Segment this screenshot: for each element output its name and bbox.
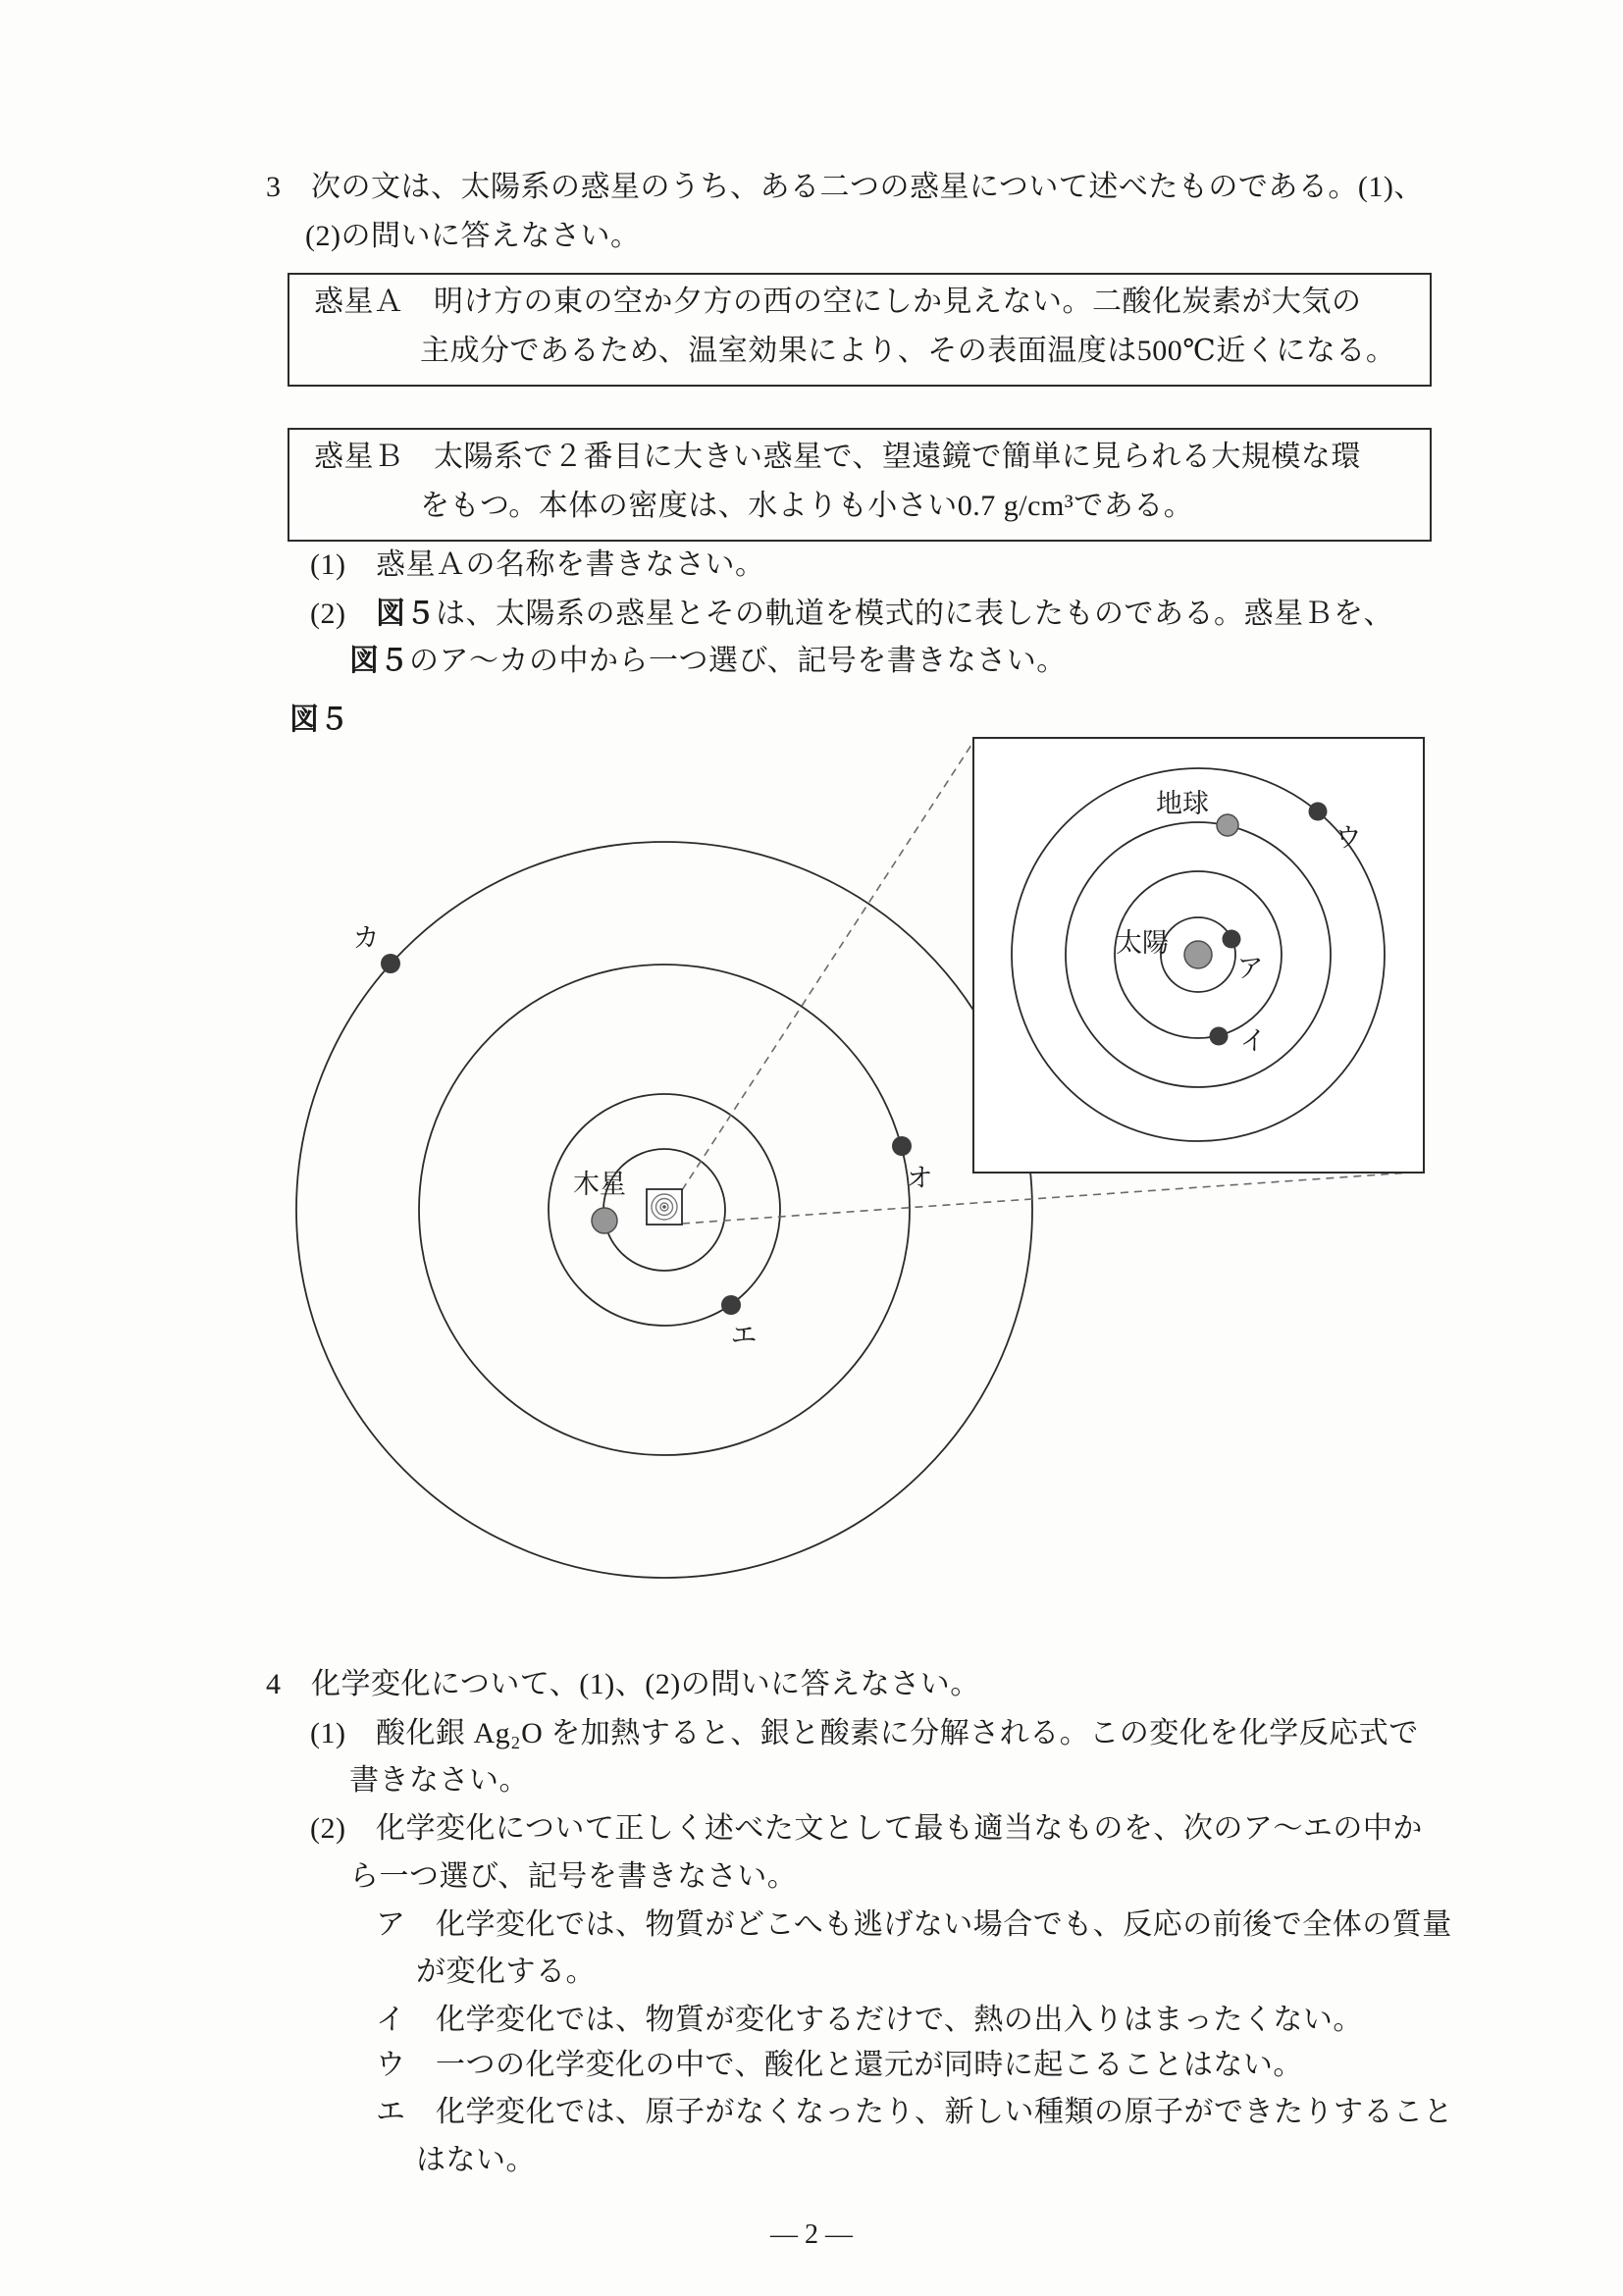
planet-a-label: ア <box>1236 954 1264 983</box>
q4-option-a-line2: が変化する。 <box>416 1956 596 1988</box>
q4-option-e-line2: はない。 <box>416 2144 536 2176</box>
solar-system-diagram <box>275 716 1452 1599</box>
figure5-reference: 図５ <box>375 598 436 630</box>
planet-i-label: イ <box>1239 1026 1267 1056</box>
planet-i-dot <box>1210 1027 1229 1046</box>
planet-u-dot <box>1309 803 1328 821</box>
inner-system-square <box>647 1189 682 1225</box>
q4-sub1-line1: (1) 酸化銀 Ag₂O を加熱すると、銀と酸素に分解される。この変化を化学反応式で <box>310 1717 1419 1749</box>
q3-sub1: (1) 惑星Ａの名称を書きなさい。 <box>310 548 765 581</box>
q3-sub2-num: (2) <box>310 598 376 630</box>
q3-sub2-line1-rest: は、太陽系の惑星とその軌道を模式的に表したものである。惑星Ｂを、 <box>435 598 1393 630</box>
jupiter-dot <box>592 1208 617 1233</box>
planet-b-line1: 惑星Ｂ 太陽系で２番目に大きい惑星で、望遠鏡で簡単に見られる大規模な環 <box>314 441 1361 473</box>
q3-sub2-line1 <box>310 595 1393 634</box>
planet-a-dot <box>1223 930 1241 949</box>
planet-o-dot <box>892 1136 912 1156</box>
planet-u-label: ウ <box>1335 823 1362 853</box>
planet-b-line2: をもつ。本体の密度は、水よりも小さい0.7 g/cm³である。 <box>420 490 1194 522</box>
sun-dot <box>1184 941 1212 968</box>
planet-e-label: エ <box>730 1321 758 1350</box>
planet-a-line2: 主成分であるため、温室効果により、その表面温度は500℃近くになる。 <box>420 335 1396 367</box>
figure5-reference-2: 図５ <box>349 645 409 677</box>
planet-ka-label: カ <box>352 923 380 953</box>
earth-label: 地球 <box>1156 789 1209 818</box>
planet-ka-dot <box>381 954 400 973</box>
q3-heading-line2: (2)の問いに答えなさい。 <box>305 220 641 252</box>
q3-sub2-line2-rest: のア〜カの中から一つ選び、記号を書きなさい。 <box>409 645 1067 677</box>
q4-option-a-line1: ア 化学変化では、物質がどこへも逃げない場合でも、反応の前後で全体の質量 <box>376 1908 1452 1941</box>
planet-a-line1: 惑星Ａ 明け方の東の空か夕方の西の空にしか見えない。二酸化炭素が大気の <box>314 286 1362 318</box>
planet-e-dot <box>721 1295 741 1315</box>
q4-sub1-line2: 書きなさい。 <box>349 1764 529 1797</box>
planet-o-label: オ <box>906 1164 933 1193</box>
q4-option-i-line1: イ 化学変化では、物質が変化するだけで、熱の出入りはまったくない。 <box>376 2004 1363 2036</box>
q4-sub2-line2: ら一つ選び、記号を書きなさい。 <box>349 1860 798 1893</box>
figure5-caption: 図５ <box>289 704 349 736</box>
q4-option-e-line1: エ 化学変化では、原子がなくなったり、新しい種類の原子ができたりすること <box>376 2096 1453 2128</box>
sun-label: 太陽 <box>1116 928 1169 958</box>
q4-option-u-line1: ウ 一つの化学変化の中で、酸化と還元が同時に起こることはない。 <box>376 2049 1303 2081</box>
q4-sub2-line1: (2) 化学変化について正しく述べた文として最も適当なものを、次のア〜エの中か <box>310 1812 1423 1845</box>
jupiter-label: 木星 <box>573 1170 626 1199</box>
earth-dot <box>1217 814 1238 836</box>
page-number: — 2 — <box>770 2219 853 2250</box>
q3-sub2-line2 <box>349 642 1067 681</box>
q4-heading: 4 化学変化について、(1)、(2)の問いに答えなさい。 <box>266 1668 980 1700</box>
q3-heading-line1: 3 次の文は、太陽系の惑星のうち、ある二つの惑星について述べたものである。(1)、 <box>266 171 1424 203</box>
